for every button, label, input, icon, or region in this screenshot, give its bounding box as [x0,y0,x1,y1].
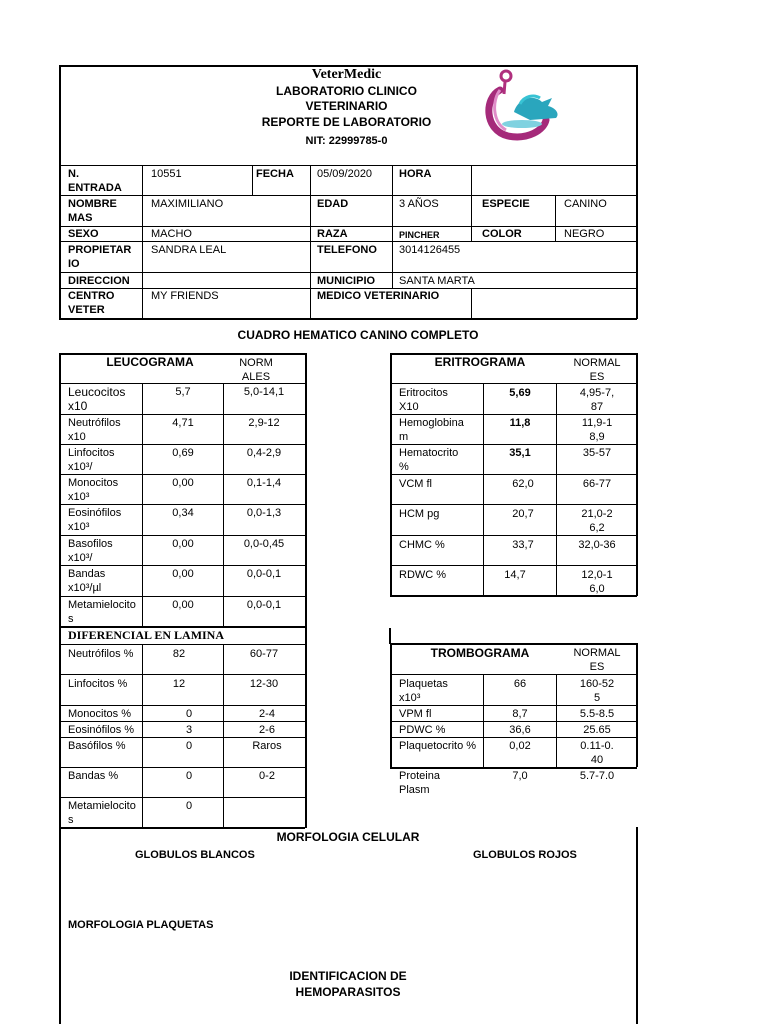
trombograma-row-value: 7,0 [512,770,528,782]
diferencial-row-label: Bandas % [68,770,119,782]
eritrograma-row-normal: 32,0-36 [578,539,616,551]
leucograma-row-value: 0,00 [172,477,194,489]
edad-label: EDAD [317,198,349,210]
diferencial-row-label: Basófilos % [68,740,126,752]
especie-label: ESPECIE [482,198,530,210]
leucograma-row-label: Metamielocitos [68,599,136,625]
leucograma-title: LEUCOGRAMA [106,355,194,369]
leucograma-row-value: 5,7 [175,386,191,398]
lab-nit: NIT: 22999785-0 [305,135,388,147]
trombograma-row-value: 8,7 [512,708,528,720]
municipio-label: MUNICIPIO [317,275,376,287]
eritrograma-row-label: CHMC % [399,539,445,551]
diferencial-row-normal: 12-30 [249,678,279,690]
eritrograma-row-label: RDWC % [399,569,447,581]
raza-label: RAZA [317,228,348,240]
edad-value: 3 AÑOS [399,198,439,210]
leucograma-row-normal: 0,1-1,4 [246,477,282,489]
leucograma-row-label: Eosinófilos x10³ [68,507,122,533]
morfologia-title: MORFOLOGIA CELULAR [276,830,420,844]
diferencial-row-value: 0 [185,800,193,812]
color-label: COLOR [482,228,522,240]
section-title: CUADRO HEMATICO CANINO COMPLETO [237,328,479,342]
leucograma-row-normal: 0,0-1,3 [246,507,282,519]
entrada-value: 10551 [151,168,182,180]
diferencial-row-label: Linfocitos % [68,678,128,690]
eritrograma-row-normal: 11,9-18,9 [581,417,613,443]
leucograma-row-normal: 0,0-0,45 [243,538,285,550]
trombograma-row-value: 66 [513,678,527,690]
morfologia-plaquetas-label: MORFOLOGIA PLAQUETAS [68,919,214,931]
lab-title-line1: LABORATORIO CLINICO [276,84,417,98]
municipio-value: SANTA MARTA [399,275,475,287]
color-value: NEGRO [564,228,605,240]
trombograma-row-value: 0,02 [509,740,531,752]
diferencial-row-normal: 60-77 [249,648,279,660]
eritrograma-row-value: 33,7 [512,539,534,551]
diferencial-row-normal: Raros [252,740,282,752]
eritrograma-row-value: 20,7 [512,508,534,520]
telefono-value: 3014126455 [399,244,461,256]
trombograma-row-normal: 25.65 [583,724,611,736]
centro-value: MY FRIENDS [151,290,219,302]
leucograma-row-value: 0,00 [172,538,194,550]
eritrograma-normal-header: NORMALES [573,357,621,383]
leucograma-row-value: 0,69 [172,447,194,459]
eritrograma-row-normal: 66-77 [582,478,612,490]
diferencial-row-value: 0 [185,708,193,720]
diferencial-row-value: 3 [185,724,193,736]
leucograma-row-normal: 5,0-14,1 [243,386,285,398]
leucograma-row-label: Leucocitos x10 [68,385,126,413]
leucograma-row-normal: 0,0-0,1 [246,568,282,580]
leucograma-row-label: Bandas x10³/µl [68,568,106,594]
nombre-value: MAXIMILIANO [151,198,224,210]
trombograma-row-normal: 160-525 [579,678,615,704]
eritrograma-row-normal: 35-57 [582,447,612,459]
trombograma-row-label: Plaquetas x10³ [399,678,448,704]
leucograma-row-value: 0,34 [172,507,194,519]
diferencial-row-label: Neutrófilos % [68,648,134,660]
eritrograma-row-label: Hemoglobinam [399,417,464,443]
diferencial-row-value: 82 [172,648,186,660]
diferencial-row-normal: 0-2 [259,770,275,782]
leucograma-row-value: 0,00 [172,599,194,611]
diferencial-row-value: 12 [172,678,186,690]
hora-label: HORA [399,168,432,180]
telefono-label: TELEFONO [317,244,377,256]
leucograma-row-normal: 0,0-0,1 [246,599,282,611]
diferencial-row-label: Metamielocitos [68,800,136,826]
eritrograma-row-value: 62,0 [512,478,534,490]
especie-value: CANINO [564,198,607,210]
trombograma-title: TROMBOGRAMA [430,646,530,660]
trombograma-row-value: 36,6 [509,724,531,736]
hemoparasitos-label: IDENTIFICACION DE HEMOPARASITOS [289,969,407,999]
direccion-label: DIRECCION [68,275,130,287]
centro-label: CENTRO VETER [68,290,115,316]
nombre-label: NOMBRE MAS [68,198,117,224]
globulos-rojos-label: GLOBULOS ROJOS [473,849,577,861]
diferencial-row-label: Monocitos % [68,708,131,720]
trombograma-normal-header: NORMALES [573,647,621,673]
leucograma-row-value: 0,00 [172,568,194,580]
trombograma-row-label: Plaquetocrito % [399,740,477,752]
leucograma-row-normal: 2,9-12 [248,417,280,429]
trombograma-row-label: Proteina Plasm [399,770,440,796]
fecha-value: 05/09/2020 [317,168,373,180]
eritrograma-row-label: Hematocrito % [399,447,459,473]
diferencial-row-normal: 2-4 [259,708,275,720]
leucograma-row-label: Monocitos x10³ [68,477,119,503]
pet-lab-logo-icon [484,68,568,144]
leucograma-row-label: Neutrófilos x10 [68,417,121,443]
eritrograma-row-label: HCM pg [399,508,440,520]
trombograma-row-label: PDWC % [399,724,446,736]
leucograma-row-normal: 0,4-2,9 [246,447,282,459]
entrada-label: N. ENTRADA [68,168,122,194]
diferencial-row-normal: 2-6 [259,724,275,736]
eritrograma-row-value: 11,8 [509,417,531,429]
eritrograma-row-value: 5,69 [509,387,531,399]
fecha-label: FECHA [256,168,294,180]
eritrograma-row-value: 35,1 [509,447,531,459]
lab-brand-name: VeterMedic [311,67,382,82]
diferencial-row-label: Eosinófilos % [68,724,135,736]
eritrograma-row-normal: 12,0-16,0 [581,569,613,595]
eritrograma-row-normal: 21,0-26,2 [581,508,613,534]
eritrograma-row-label: Eritrocitos X10 [399,387,448,413]
trombograma-row-normal: 5.7-7.0 [579,770,615,782]
trombograma-row-normal: 5.5-8.5 [579,708,615,720]
eritrograma-row-label: VCM fl [399,478,432,490]
propietario-value: SANDRA LEAL [151,244,227,256]
raza-value: PINCHER [399,230,440,240]
eritrograma-title: ERITROGRAMA [434,355,526,369]
sexo-value: MACHO [151,228,192,240]
leucograma-normal-header: NORMALES [239,357,273,383]
sexo-label: SEXO [68,228,99,240]
diferencial-row-value: 0 [185,770,193,782]
medico-label: MEDICO VETERINARIO [317,290,440,302]
eritrograma-row-normal: 4,95-7,87 [579,387,615,413]
diferencial-title: DIFERENCIAL EN LAMINA [68,628,225,642]
lab-title-line2: VETERINARIO [305,99,388,113]
lab-title-line3: REPORTE DE LABORATORIO [261,115,432,129]
leucograma-row-label: Basofilos x10³/ [68,538,113,564]
eritrograma-row-value: 14,7 [504,569,526,581]
diferencial-row-value: 0 [185,740,193,752]
leucograma-row-value: 4,71 [172,417,194,429]
propietario-label: PROPIETARIO [68,244,132,270]
trombograma-row-normal: 0.11-0.40 [580,740,614,766]
globulos-blancos-label: GLOBULOS BLANCOS [135,849,255,861]
trombograma-row-label: VPM fl [399,708,432,720]
leucograma-row-label: Linfocitos x10³/ [68,447,115,473]
